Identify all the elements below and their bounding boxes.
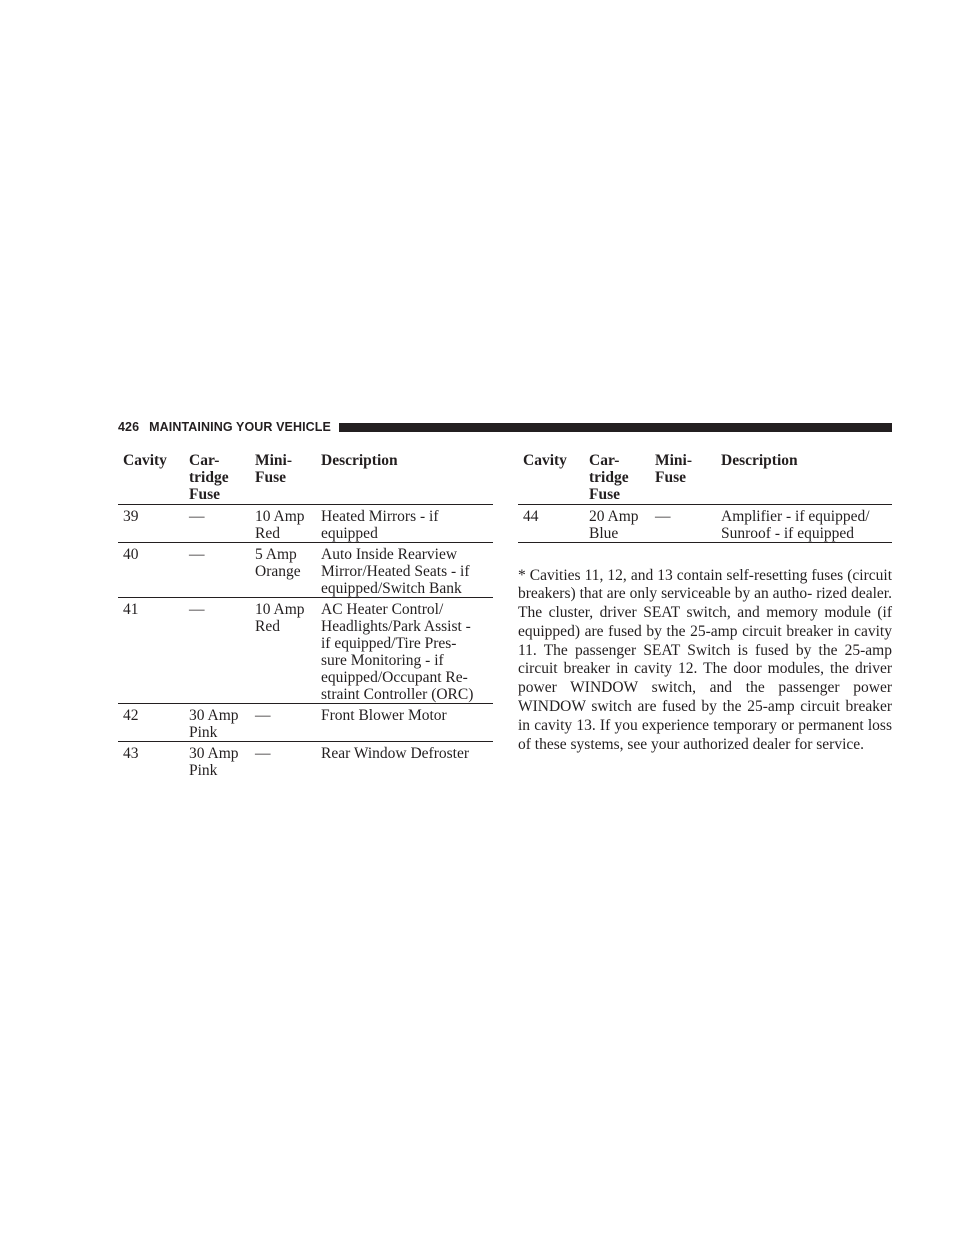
table-row (118, 704, 493, 742)
column-header-mini-fuse: Mini- Fuse (250, 452, 316, 505)
fuse-table-right (518, 452, 892, 543)
description-cell: Rear Window Defroster (321, 745, 470, 762)
cartridge-cell: — (184, 543, 250, 598)
mini-fuse-cell: — (255, 745, 271, 762)
table-row (118, 742, 493, 780)
column-header-description: Description (316, 452, 493, 505)
column-header-cartridge-fuse: Car- tridge Fuse (184, 452, 250, 505)
section-title: MAINTAINING YOUR VEHICLE (149, 420, 331, 434)
cartridge-cell: 20 Amp Blue (584, 505, 650, 543)
table-header-row (518, 452, 892, 505)
column-header-cavity: Cavity (518, 452, 584, 505)
mini-fuse-cell: 10 Amp Red (250, 598, 316, 704)
cartridge-cell: 30 Amp Pink (189, 745, 239, 779)
page-header (118, 418, 892, 436)
column-header-description: Description (716, 452, 892, 505)
description-cell: AC Heater Control/ Headlights/Park Assist - if equipped/Tire Pres- sure Monitoring - if equipped/Occupant Re- straint Controller (ORC) (316, 598, 493, 704)
cavity-cell: 43 (123, 745, 139, 762)
mini-fuse-cell: 10 Amp Red (250, 505, 316, 543)
cavity-cell: 40 (118, 543, 184, 598)
cavity-cell: 42 (118, 704, 184, 742)
table-row (518, 505, 892, 543)
cartridge-cell: 30 Amp Pink (184, 704, 250, 742)
column-header-cavity: Cavity (118, 452, 184, 505)
description-cell: Heated Mirrors - if equipped (316, 505, 493, 543)
table-row (118, 598, 493, 704)
table-header-row (118, 452, 493, 505)
table-row (118, 543, 493, 598)
description-cell: Auto Inside Rearview Mirror/Heated Seats - if equipped/Switch Bank (316, 543, 493, 598)
circuit-breaker-note: * Cavities 11, 12, and 13 contain self-resetting fuses (circuit breakers) that are only serviceable by an autho- rized dealer. The cluster, driver SEAT switch, and memory module (if equipped) are fused by the 25-amp circuit breaker in cavity 11. The passenger SEAT Switch is fused by the 25-amp circuit breaker in cavity 12. The door modules, the driver power WINDOW switch, and the passenger power WINDOW switch are fused by the 25-amp circuit breaker in cavity 13. If you experience temporary or permanent loss of these systems, see your authorized dealer for service. (518, 566, 892, 753)
cavity-cell: 41 (118, 598, 184, 704)
mini-fuse-cell: 5 Amp Orange (250, 543, 316, 598)
cavity-cell: 44 (518, 505, 584, 543)
mini-fuse-cell: — (650, 505, 716, 543)
mini-fuse-cell: — (250, 704, 316, 742)
page-number: 426 (118, 420, 140, 434)
cartridge-cell: — (184, 598, 250, 704)
cartridge-cell: — (184, 505, 250, 543)
cavity-cell: 39 (118, 505, 184, 543)
header-rule (339, 423, 892, 432)
description-cell: Front Blower Motor (316, 704, 493, 742)
table-row (118, 505, 493, 543)
column-header-mini-fuse: Mini- Fuse (650, 452, 716, 505)
column-header-cartridge-fuse: Car- tridge Fuse (584, 452, 650, 505)
fuse-table-left (118, 452, 493, 779)
description-cell: Amplifier - if equipped/ Sunroof - if equipped (716, 505, 892, 543)
